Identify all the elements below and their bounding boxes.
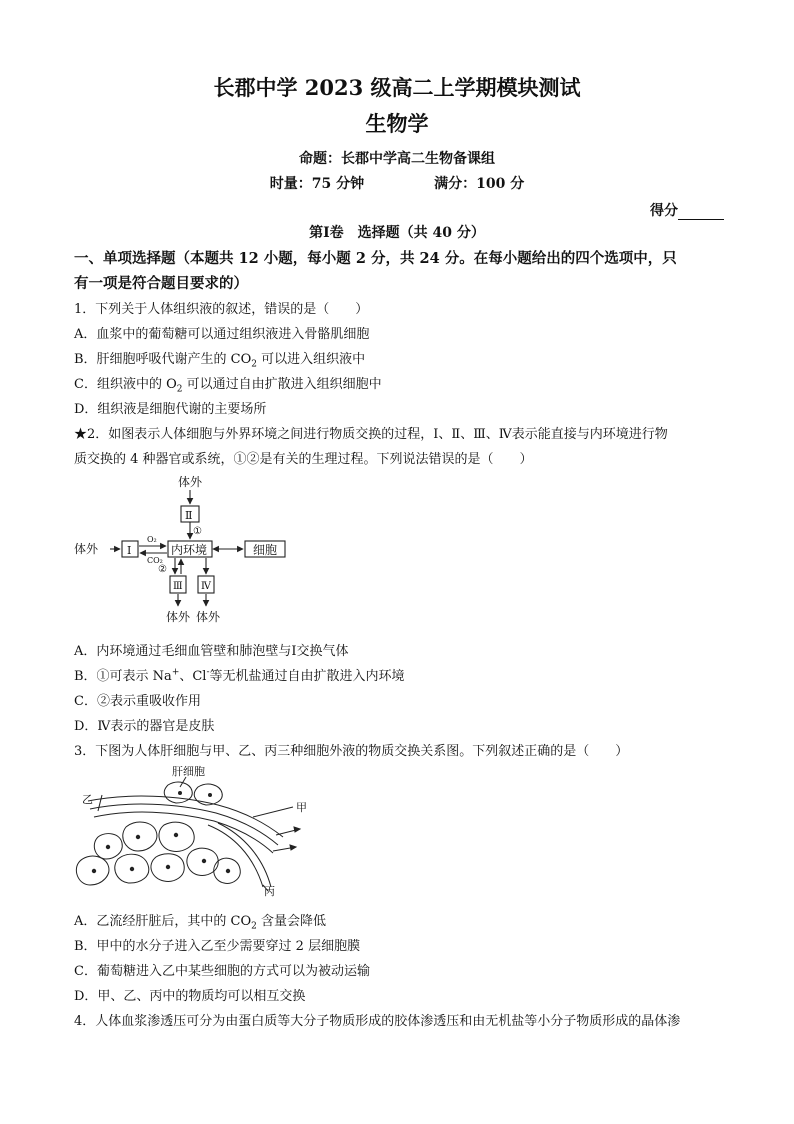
q2-label-internal: 内环境 (171, 543, 208, 557)
q2-label-box-iv: Ⅳ (201, 581, 211, 592)
q2-stem-line-2: 质交换的 4 种器官或系统，①②是有关的生理过程。下列说法错误的是（ ） (74, 452, 533, 467)
q1-option-b: B．肝细胞呼吸代谢产生的 $CO_2$ 可以进入组织液中 (74, 352, 366, 370)
q3-option-b: B．甲中的水分子进入乙至少需要穿过 2 层细胞膜 (74, 939, 361, 954)
q4-stem: 4．人体血浆渗透压可分为由蛋白质等大分子物质形成的胶体渗透压和由无机盐等小分子物质形成的晶体渗 (74, 1014, 681, 1029)
instructions-line-2: 有一项是符合题目要求的） (74, 275, 248, 292)
q3-label-bing: 丙 (264, 885, 275, 898)
q3-stem: 3．下图为人体肝细胞与甲、乙、丙三种细胞外液的物质交换关系图。下列叙述正确的是（ ） (74, 744, 629, 759)
q2-label-outside-bottom-1: 体外 (166, 610, 191, 624)
exam-subject: 生物学 (365, 111, 429, 136)
q3-liver-diagram (68, 765, 318, 900)
q2-label-outside-left: 体外 (74, 542, 99, 556)
q3-label-jia: 甲 (296, 801, 307, 814)
q1-stem: 1．下列关于人体组织液的叙述，错误的是（ ） (74, 302, 369, 317)
q2-label-box-i: Ⅰ (127, 544, 132, 557)
score-blank-line (678, 205, 724, 220)
q2-label-process-2: ② (158, 564, 167, 575)
instructions-line-1: 一、单项选择题（本题共 12 小题，每小题 2 分，共 24 分。在每小题给出的四个选项中，只 (74, 250, 677, 267)
author-line: 命题：长郡中学高二生物备课组 (299, 151, 495, 167)
q2-label-outside-bottom-2: 体外 (196, 610, 221, 624)
q2-label-box-ii: Ⅱ (185, 509, 193, 522)
time-label: 时量：75 分钟 (269, 176, 365, 192)
q2-label-box-iii: Ⅲ (173, 581, 183, 592)
section-title: 第Ⅰ卷 选择题（共 40 分） (309, 225, 485, 241)
score-field (650, 200, 724, 220)
q3-label-yi: 乙 (82, 793, 93, 806)
q2-option-d: D．Ⅳ表示的器官是皮肤 (74, 719, 215, 734)
q1-option-d: D．组织液是细胞代谢的主要场所 (74, 402, 267, 417)
q3-option-d: D．甲、乙、丙中的物质均可以相互交换 (74, 989, 306, 1004)
q2-label-process-1: ① (193, 526, 202, 537)
q3-option-a: A．乙流经肝脏后，其中的 $CO_2$ 含量会降低 (74, 914, 327, 932)
full-score-label: 满分：100 分 (434, 176, 525, 192)
exam-title: 长郡中学 2023 级高二上学期模块测试 (213, 75, 581, 100)
q2-stem-line-1: ★2．如图表示人体细胞与外界环境之间进行物质交换的过程，Ⅰ、Ⅱ、Ⅲ、Ⅳ表示能直接与内环境进行物 (74, 427, 668, 442)
q2-label-co2: CO₂ (147, 556, 163, 565)
q2-option-b: B．①可表示 Na+、Cl-等无机盐通过自由扩散进入内环境 (74, 667, 405, 684)
q2-exchange-diagram (70, 470, 300, 630)
q2-label-outside-top: 体外 (178, 475, 203, 489)
q1-option-c: C．组织液中的 $O_2$ 可以通过自由扩散进入组织细胞中 (74, 377, 382, 395)
q2-label-cell: 细胞 (253, 543, 278, 557)
q2-label-o2: O₂ (147, 535, 157, 544)
q1-option-a: A．血浆中的葡萄糖可以通过组织液进入骨骼肌细胞 (74, 327, 370, 342)
time-score-line (0, 173, 794, 193)
score-label: 得分 (650, 203, 678, 219)
q2-option-a: A．内环境通过毛细血管壁和肺泡壁与Ⅰ交换气体 (74, 644, 349, 659)
q3-option-c: C．葡萄糖进入乙中某些细胞的方式可以为被动运输 (74, 964, 370, 979)
q2-option-c: C．②表示重吸收作用 (74, 694, 201, 709)
q3-label-liver-cell: 肝细胞 (172, 765, 205, 778)
